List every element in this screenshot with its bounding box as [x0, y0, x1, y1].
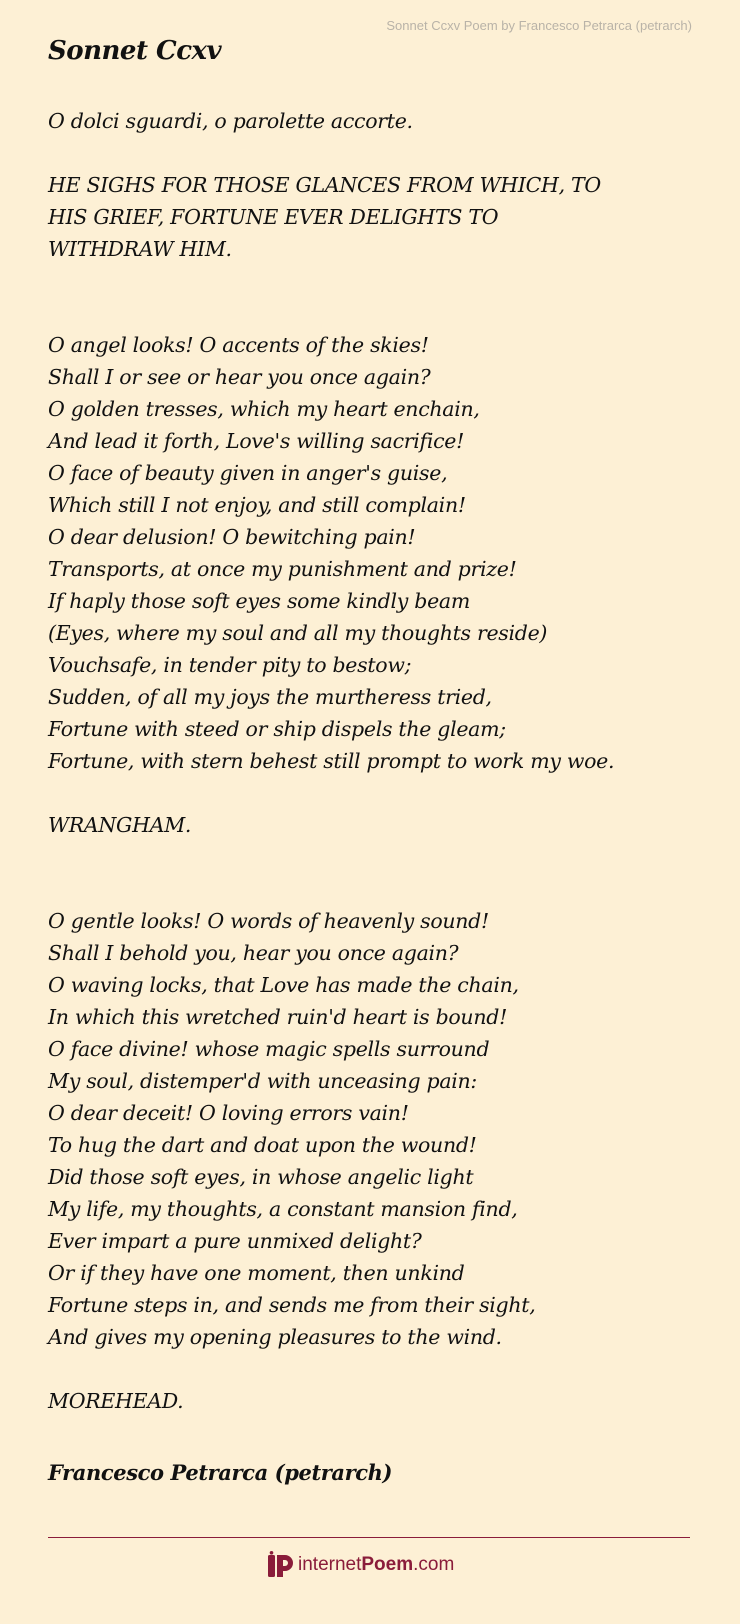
site-brand-name: [298, 1554, 454, 1576]
poem-epigraph: [48, 105, 698, 137]
poem-body: [48, 105, 698, 1449]
poem-line: My life, my thoughts, a constant mansion find,: [48, 1197, 518, 1221]
poem-line: Ever impart a pure unmixed delight?: [48, 1229, 422, 1253]
footer-divider: [48, 1537, 690, 1538]
poem-line: WITHDRAW HIM.: [48, 237, 232, 261]
translator-credit-1: [48, 809, 698, 841]
poem-line: To hug the dart and doat upon the wound!: [48, 1133, 477, 1157]
translator-credit-2: [48, 1385, 698, 1417]
poem-author: Francesco Petrarca (petrarch): [48, 1460, 393, 1485]
poem-line: Sudden, of all my joys the murtheress tried,: [48, 685, 492, 709]
poem-line: O golden tresses, which my heart enchain,: [48, 397, 480, 421]
brand-prefix: internet: [298, 1554, 362, 1575]
brand-suffix: .com: [413, 1554, 455, 1575]
poem-line: O dolci sguardi, o parolette accorte.: [48, 109, 413, 133]
poem-line: WRANGHAM.: [48, 813, 192, 837]
poem-line: HIS GRIEF, FORTUNE EVER DELIGHTS TO: [48, 205, 499, 229]
poem-line: (Eyes, where my soul and all my thoughts reside): [48, 621, 548, 645]
poem-line: O dear deceit! O loving errors vain!: [48, 1101, 409, 1125]
poem-line: Fortune, with stern behest still prompt to work my woe.: [48, 749, 615, 773]
poem-line: O face of beauty given in anger's guise,: [48, 461, 448, 485]
poem-line: Or if they have one moment, then unkind: [48, 1261, 465, 1285]
poem-title: Sonnet Ccxv: [48, 36, 222, 66]
poem-stanza-translation-2: [48, 905, 698, 1353]
poem-line: In which this wretched ruin'd heart is bound!: [48, 1005, 508, 1029]
poem-line: Shall I or see or hear you once again?: [48, 365, 431, 389]
internetpoem-logo-icon: [268, 1551, 294, 1579]
poem-line: Which still I not enjoy, and still complain!: [48, 493, 466, 517]
poem-line: And lead it forth, Love's willing sacrifice!: [48, 429, 465, 453]
poem-line: Fortune steps in, and sends me from their sight,: [48, 1293, 536, 1317]
poem-line: If haply those soft eyes some kindly beam: [48, 589, 470, 613]
poem-line: O gentle looks! O words of heavenly sound!: [48, 909, 489, 933]
poem-line: My soul, distemper'd with unceasing pain:: [48, 1069, 478, 1093]
poem-line: And gives my opening pleasures to the wind.: [48, 1325, 502, 1349]
poem-heading: [48, 169, 698, 265]
poem-line: Transports, at once my punishment and prize!: [48, 557, 517, 581]
poem-line: Fortune with steed or ship dispels the gleam;: [48, 717, 506, 741]
poem-line: O face divine! whose magic spells surround: [48, 1037, 490, 1061]
poem-line: Did those soft eyes, in whose angelic light: [48, 1165, 474, 1189]
poem-line: Vouchsafe, in tender pity to bestow;: [48, 653, 412, 677]
poem-line: O waving locks, that Love has made the chain,: [48, 973, 519, 997]
poem-line: O angel looks! O accents of the skies!: [48, 333, 429, 357]
poem-line: MOREHEAD.: [48, 1389, 184, 1413]
poem-line: Shall I behold you, hear you once again?: [48, 941, 459, 965]
poem-line: HE SIGHS FOR THOSE GLANCES FROM WHICH, TO: [48, 173, 601, 197]
site-logo[interactable]: [268, 1549, 454, 1581]
poem-stanza-translation-1: [48, 329, 698, 777]
brand-bold: Poem: [361, 1554, 414, 1575]
poem-line: O dear delusion! O bewitching pain!: [48, 525, 416, 549]
page-caption: Sonnet Ccxv Poem by Francesco Petrarca (petrarch): [386, 18, 692, 33]
